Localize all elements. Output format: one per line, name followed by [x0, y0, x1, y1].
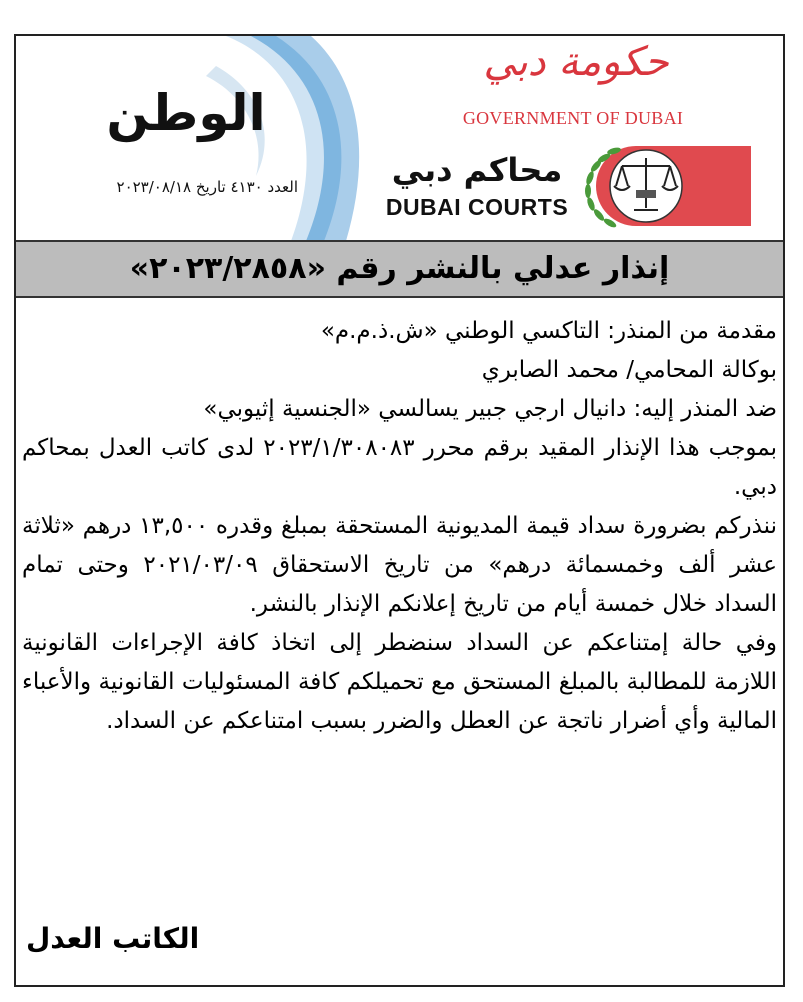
newspaper-name: الوطن: [106, 84, 266, 142]
notice-title: إنذار عدلي بالنشر رقم «٢٠٢٣/٢٨٥٨»: [129, 251, 670, 286]
notary-signature: الكاتب العدل: [26, 922, 200, 955]
government-logo-arabic: حكومة دبي: [483, 39, 669, 85]
lawyer-line: بوكالة المحامي/ محمد الصابري: [481, 357, 777, 383]
plaintiff-line: مقدمة من المنذر: التاكسي الوطني «ش.ذ.م.م»: [320, 318, 777, 344]
scales-of-justice-icon: [576, 136, 756, 236]
notice-title-band: [16, 240, 783, 298]
issue-date-line: العدد ٤١٣٠ تاريخ ٢٠٢٣/٠٨/١٨: [116, 178, 298, 196]
notice-body: [22, 312, 777, 741]
courts-name-arabic: محاكم دبي: [391, 151, 563, 189]
payment-demand-paragraph: ننذركم بضرورة سداد قيمة المديونية المستحقة بمبلغ وقدره ١٣,٥٠٠ درهم «ثلاثة عشر ألف وخمسمائة درهم» من تاريخ الاستحقاق ٢٠٢١/٠٣/٠٩ وحتى تمام السداد خلال خمسة أيام من تاريخ إعلانكم الإنذار بالنشر.: [22, 513, 777, 617]
courts-name-english: DUBAI COURTS: [385, 194, 569, 220]
registration-paragraph: بموجب هذا الإنذار المقيد برقم محرر ٢٠٢٣/١/٣٠٨٠٨٣ لدى كاتب العدل بمحاكم دبي.: [22, 435, 777, 500]
legal-action-paragraph: وفي حالة إمتناعكم عن السداد سنضطر إلى اتخاذ كافة الإجراءات القانونية اللازمة للمطالبة بالمبلغ المستحق مع تحميلكم كافة المسئوليات القانونية والأعباء المالية وأي أضرار ناتجة عن العطل والضرر بسبب امتناعكم عن السداد.: [22, 630, 777, 734]
government-logo-english: GOVERNMENT OF DUBAI: [462, 108, 684, 128]
signature-line: [26, 922, 326, 955]
notice-frame: [14, 34, 785, 987]
defendant-line: ضد المنذر إليه: دانيال ارجي جبير يسالسي «الجنسية إثيوبي»: [203, 396, 777, 422]
